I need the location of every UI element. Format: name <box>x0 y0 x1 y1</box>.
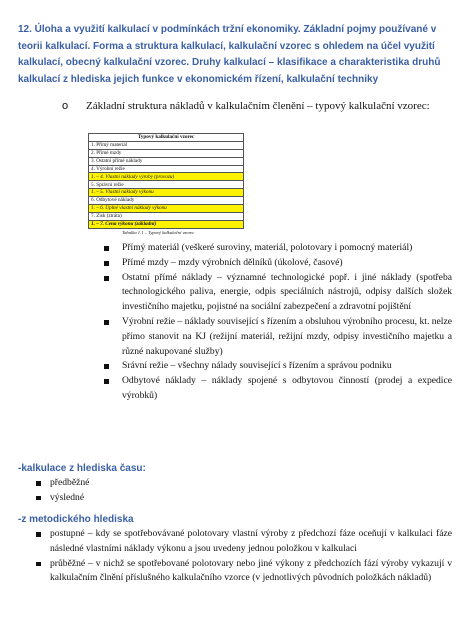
section-method-heading: -z metodického hlediska <box>18 514 134 525</box>
square-bullet-icon <box>104 379 109 384</box>
table-cell: 1. – 5. Vlastní náklady výkonu <box>89 189 244 197</box>
table-caption: Tabulka 1.1 – Typový kalkulační vzorec <box>122 229 195 235</box>
structure-item-text: Základní struktura nákladů v kalkulačním členění – typový kalkulační vzorec: <box>86 100 430 112</box>
costing-formula-table <box>88 133 244 229</box>
table-row <box>89 220 244 228</box>
table-row <box>89 173 244 181</box>
list-item: postupné – kdy se spotřebovávané polotovary vlastní výroby z předchozí fáze oceňují v kalkulaci fáze následné vlastními náklady výkonu a jsou uvedeny jednou položkou v kalkulaci <box>36 527 452 557</box>
square-bullet-icon <box>104 364 109 369</box>
cost-items-list <box>104 241 452 404</box>
list-item: Přímý materiál (veškeré suroviny, materiál, polotovary i pomocný materiál) <box>104 241 452 256</box>
square-bullet-icon <box>104 261 109 266</box>
table-row <box>89 165 244 173</box>
list-item: Výrobní režie – náklady související s řízením a obsluhou výrobního procesu, kt. nelze přímo stanovit na KJ (režijní materiál, režijní mzdy, odpisy investičního majetku a různé nakupované služby) <box>104 315 452 359</box>
table-row <box>89 149 244 157</box>
table-row <box>89 197 244 205</box>
table-cell: 1. – 6. Úplné vlastní náklady výkonu <box>89 205 244 213</box>
table-cell: 4. Výrobní režie <box>89 165 244 173</box>
circle-bullet-icon: o <box>62 100 69 112</box>
method-items-list <box>36 527 452 586</box>
section-time-heading: -kalkulace z hlediska času: <box>18 463 146 474</box>
structure-item <box>62 99 452 115</box>
table-row <box>89 205 244 213</box>
table-row <box>89 212 244 220</box>
square-bullet-icon <box>36 562 41 567</box>
list-item: Ostatní přímé náklady – významné technologické popř. i jiné náklady (spotřeba technologického paliva, energie, odpis speciálních nástrojů, odpisy dalších složek investičního majetku, pojistné na sociální zabezpečení a zdravotní pojištění <box>104 271 452 315</box>
table-cell: 3. Ostatní přímé náklady <box>89 157 244 165</box>
square-bullet-icon <box>36 532 41 537</box>
table-cell: 6. Odbytové náklady <box>89 197 244 205</box>
list-item: Přímé mzdy – mzdy výrobních dělníků (úkolové, časové) <box>104 256 452 271</box>
list-item: Srávní režie – všechny nálady související s řízením a správou podniku <box>104 359 452 374</box>
list-item: předběžné <box>36 476 452 491</box>
time-items-list <box>36 476 452 506</box>
list-item: výsledné <box>36 491 452 506</box>
square-bullet-icon <box>104 276 109 281</box>
square-bullet-icon <box>36 496 41 501</box>
table-cell: 1. – 7. Cena výkonu (základní) <box>89 220 244 228</box>
costing-formula-table-figure <box>88 133 244 235</box>
table-cell: 7. Zisk (ztráta) <box>89 212 244 220</box>
square-bullet-icon <box>104 246 109 251</box>
list-item: Odbytové náklady – náklady spojené s odbytovou činností (prodej a expedice výrobků) <box>104 374 452 404</box>
list-item: průběžné – v nichž se spotřebované polotovary nebo jiné výkony z předchozích fází výroby vykazují v kalkulačním člnění příslušného kalkulačního vzorce (v jednotlivých původních položkách nákladů) <box>36 557 452 587</box>
table-cell: 1. – 4. Vlastní náklady výroby (provozu) <box>89 173 244 181</box>
document-heading: 12. Úloha a využití kalkulací v podmínkách tržní ekonomiky. Základní pojmy používané v teorii kalkulací. Forma a struktura kalkulací, kalkulační vzorec s ohledem na účel využití kalkulací, obecný kalkulační vzorec. Druhy kalkulací – klasifikace a charakteristika druhů kalkulací z hlediska jejich funkce v ekonomickém řízení, kalkulační techniky <box>18 24 441 85</box>
square-bullet-icon <box>36 481 41 486</box>
table-row <box>89 181 244 189</box>
table-cell: 1. Přímý materiál <box>89 141 244 149</box>
table-row <box>89 189 244 197</box>
table-cell: 2. Přímé mzdy <box>89 149 244 157</box>
square-bullet-icon <box>104 320 109 325</box>
table-row <box>89 157 244 165</box>
table-cell: 5. Správní režie <box>89 181 244 189</box>
table-row <box>89 141 244 149</box>
table-header: Typový kalkulační vzorec <box>89 134 244 142</box>
